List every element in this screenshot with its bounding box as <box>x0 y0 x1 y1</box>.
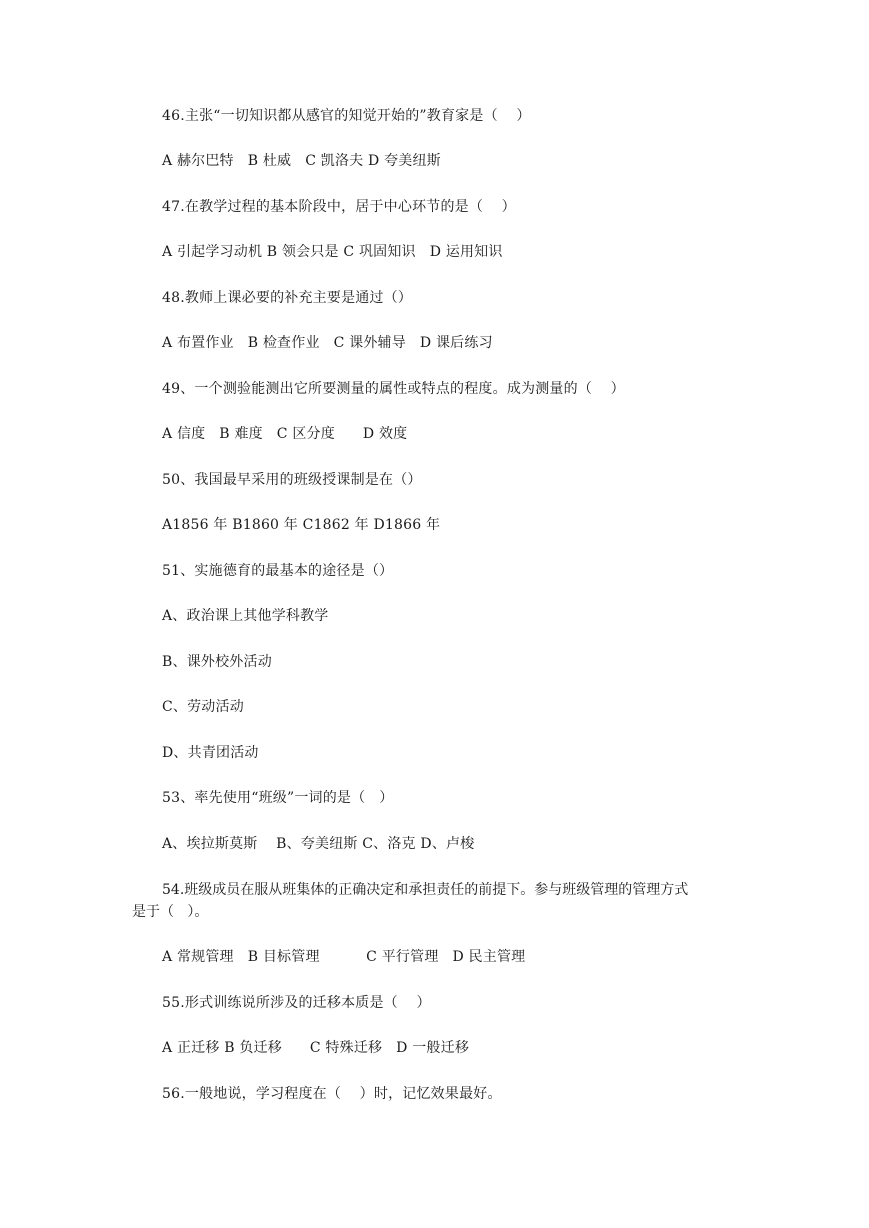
answer-option-51d: D、共青团活动 <box>162 745 259 761</box>
answer-options-48: A 布置作业 B 检查作业 C 课外辅导 D 课后练习 <box>162 335 493 351</box>
question-49: 49、一个测验能测出它所要测量的属性或特点的程度。成为测量的（ ） <box>162 381 625 397</box>
question-51: 51、实施德育的最基本的途径是（） <box>162 563 394 579</box>
question-46: 46.主张“一切知识都从感官的知觉开始的”教育家是（ ） <box>162 108 531 124</box>
answer-option-51b: B、课外校外活动 <box>162 654 272 670</box>
question-54-line-1: 54.班级成员在服从班集体的正确决定和承担责任的前提下。参与班级管理的管理方式 <box>162 882 689 898</box>
answer-options-46: A 赫尔巴特 B 杜威 C 凯洛夫 D 夸美纽斯 <box>162 153 441 169</box>
answer-options-47: A 引起学习动机 B 领会只是 C 巩固知识 D 运用知识 <box>162 244 503 260</box>
question-50: 50、我国最早采用的班级授课制是在（） <box>162 472 422 488</box>
answer-options-54: A 常规管理 B 目标管理 C 平行管理 D 民主管理 <box>162 949 526 965</box>
answer-options-50: A1856 年 B1860 年 C1862 年 D1866 年 <box>162 517 441 533</box>
question-54-line-2: 是于（ ）。 <box>132 904 209 920</box>
question-54 <box>132 879 752 923</box>
answer-options-53: A、埃拉斯莫斯 B、夸美纽斯 C、洛克 D、卢梭 <box>162 836 475 852</box>
answer-option-51c: C、劳动活动 <box>162 699 244 715</box>
question-56: 56.一般地说，学习程度在（ ）时，记忆效果最好。 <box>162 1086 502 1102</box>
question-55: 55.形式训练说所涉及的迁移本质是（ ） <box>162 995 431 1011</box>
answer-options-49: A 信度 B 难度 C 区分度 D 效度 <box>162 426 408 442</box>
question-48: 48.教师上课必要的补充主要是通过（） <box>162 290 413 306</box>
question-53: 53、率先使用“班级”一词的是（ ） <box>162 790 394 806</box>
answer-option-51a: A、政治课上其他学科教学 <box>162 608 329 624</box>
answer-options-55: A 正迁移 B 负迁移 C 特殊迁移 D 一般迁移 <box>162 1040 470 1056</box>
question-47: 47.在教学过程的基本阶段中，居于中心环节的是（ ） <box>162 199 516 215</box>
